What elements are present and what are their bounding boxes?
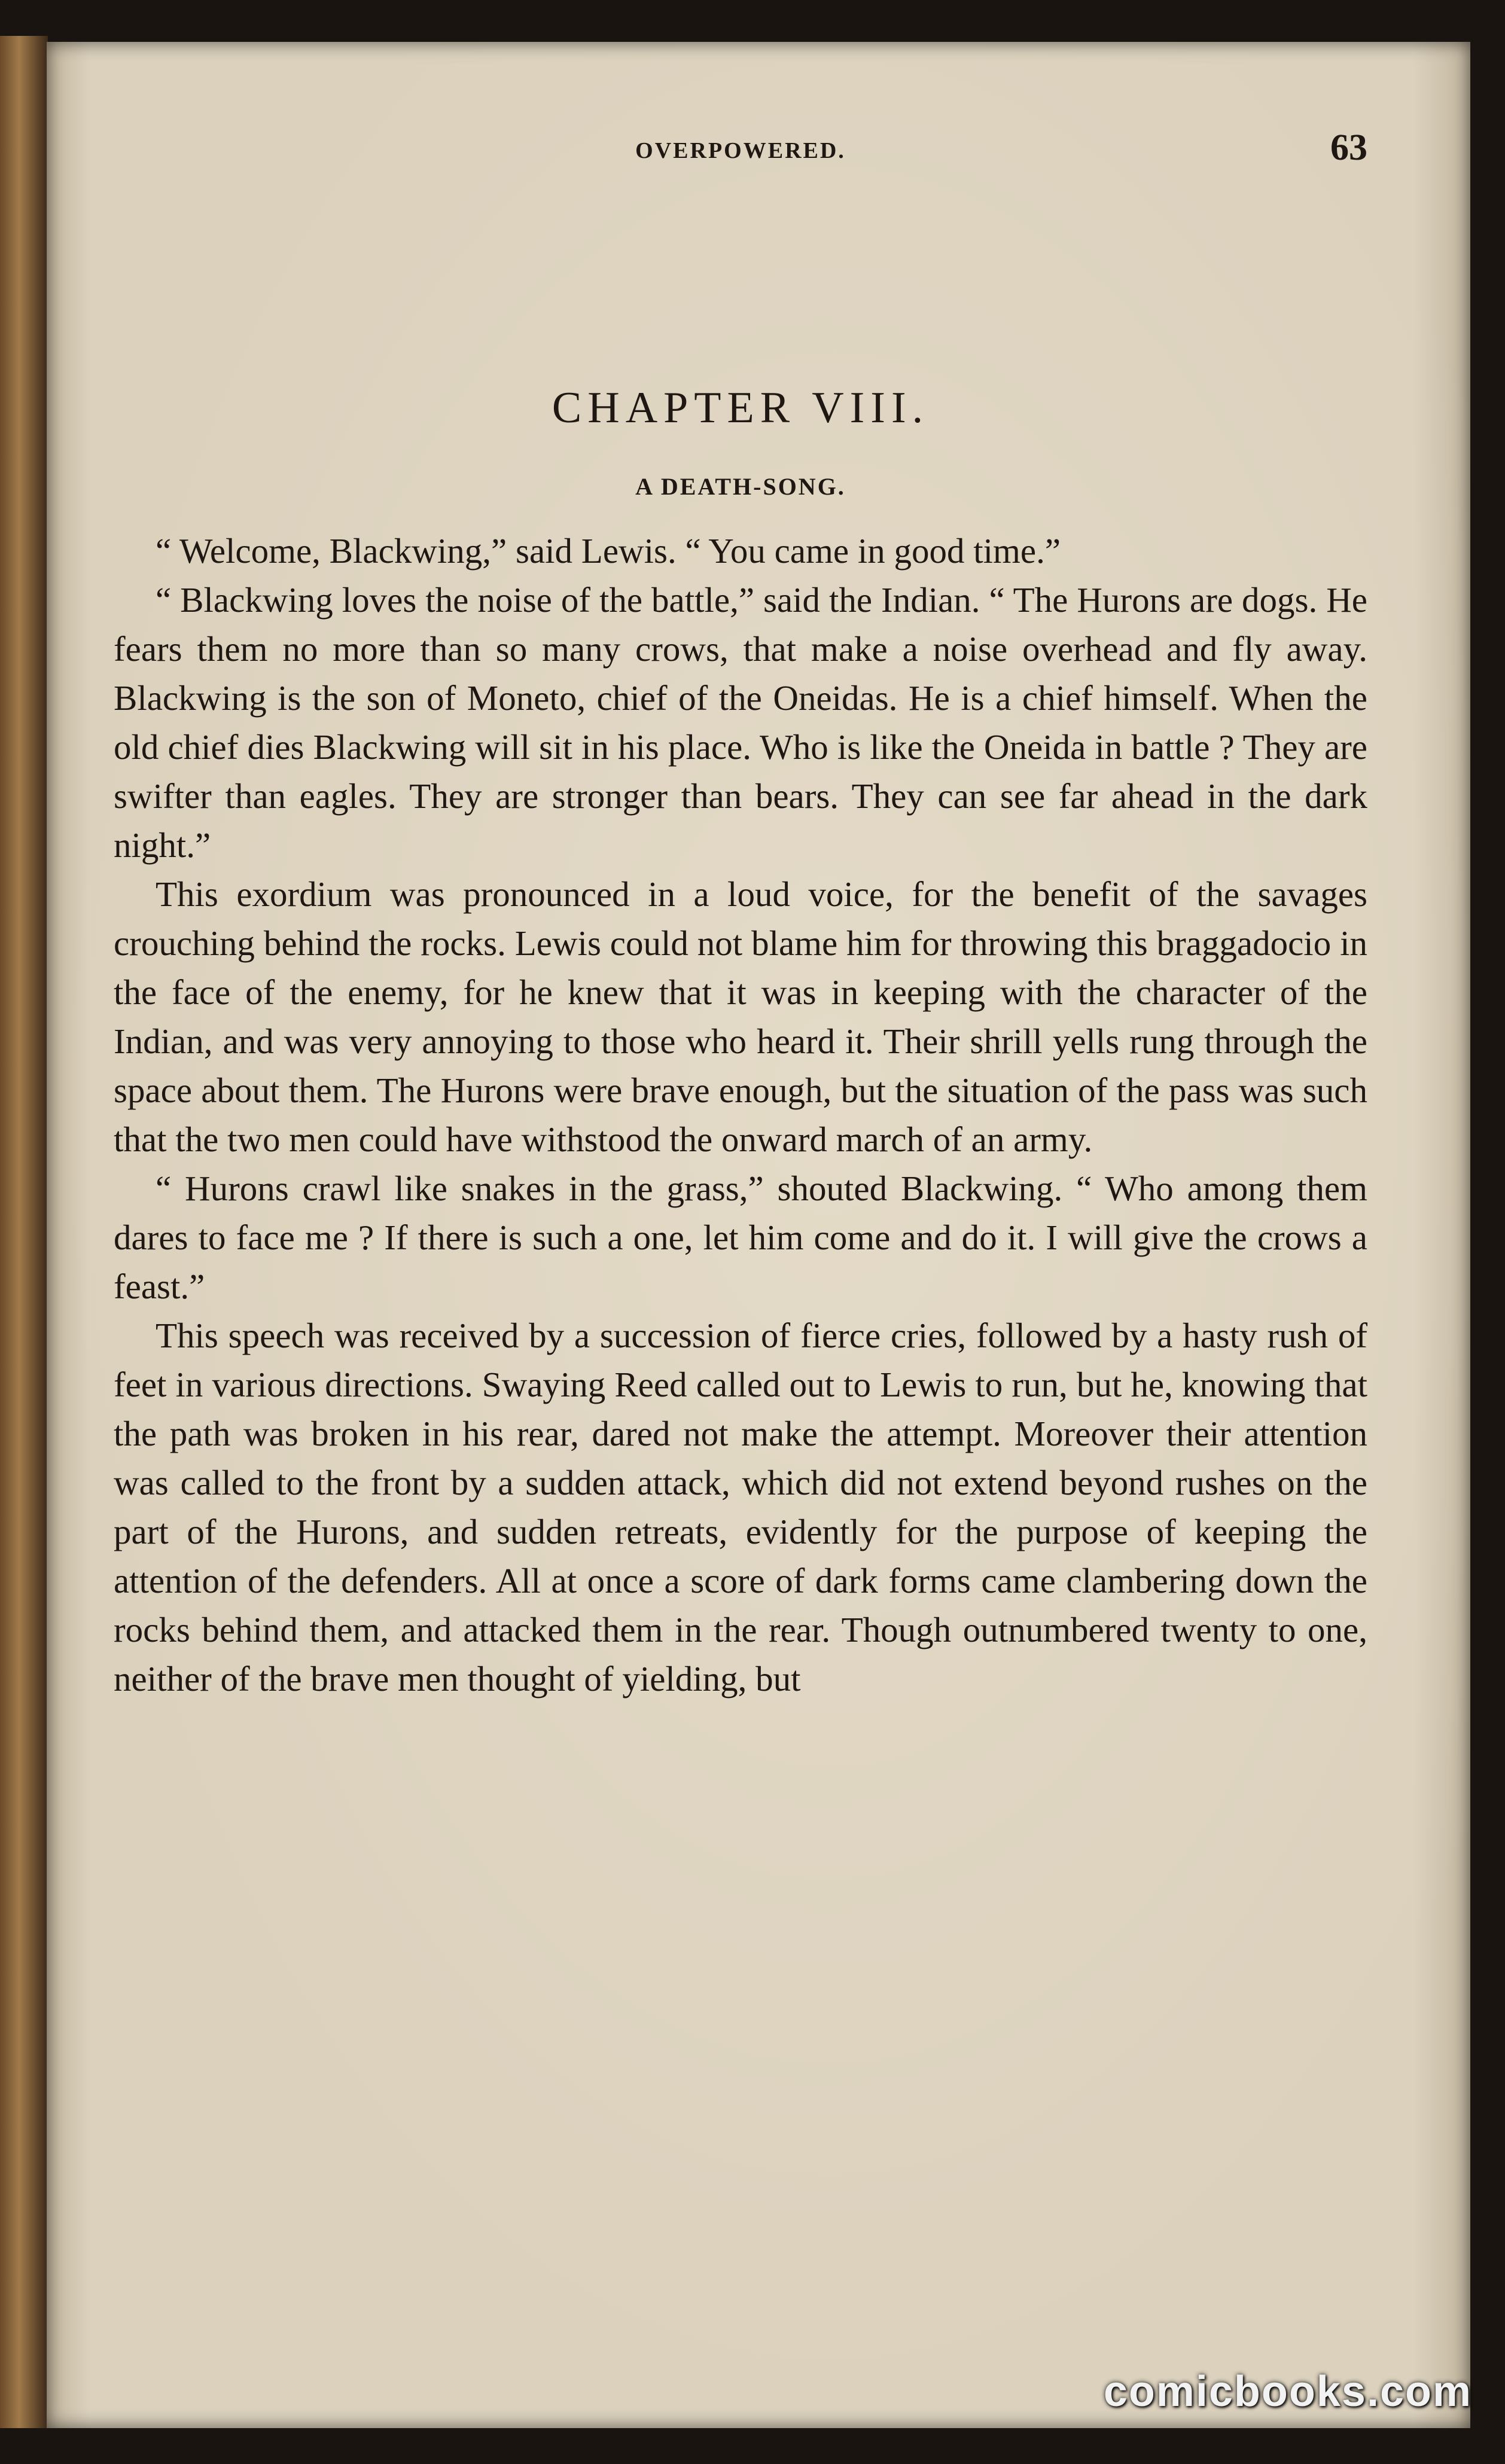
page-number: 63 [1330, 127, 1367, 168]
running-head: OVERPOWERED. [635, 138, 846, 163]
paragraph: “ Hurons crawl like snakes in the grass,” shouted Blackwing. “ Who among them dares to face me ? If there is such a one, let him come and do it. I will give the crows a feast.” [114, 1169, 1367, 1306]
paragraph: “ Blackwing loves the noise of the battle,” said the Indian. “ The Hurons are dogs. He fears them no more than so many crows, that make a noise overhead and fly away. Blackwing is the son of Moneto, chief of the Oneidas. He is a chief himself. When the old chief dies Blackwing will sit in his place. Who is like the Oneida in battle ? They are swifter than eagles. They are stronger than bears. They can see far ahead in the dark night.” [114, 580, 1367, 865]
page-header [114, 102, 1367, 167]
body-text [114, 526, 1367, 1703]
watermark: comicbooks.com [1103, 2368, 1472, 2416]
book-spine [0, 36, 48, 2428]
paragraph: This speech was received by a succession of fierce cries, followed by a hasty rush of feet in various directions. Swaying Reed called out to Lewis to run, but he, knowing that the path was broken in his rear, dared not make the attempt. Moreover their attention was called to the front by a sudden attack, which did not extend beyond rushes on the part of the Hurons, and sudden retreats, evidently for the purpose of keeping the attention of the defenders. All at once a score of dark forms came clambering down the rocks behind them, and attacked them in the rear. Though outnumbered twenty to one, neither of the brave men thought of yielding, but [114, 1316, 1367, 1698]
chapter-subtitle: A DEATH-SONG. [635, 473, 846, 500]
chapter-title: CHAPTER VIII. [552, 383, 930, 432]
paragraph: “ Welcome, Blackwing,” said Lewis. “ You came in good time.” [156, 531, 1061, 571]
paragraph: This exordium was pronounced in a loud voice, for the benefit of the savages crouching behind the rocks. Lewis could not blame him for throwing this braggadocio in the face of the enemy, for he knew that it was in keeping with the character of the Indian, and was very annoying to those who heard it. Their shrill yells rung through the space about them. The Hurons were brave enough, but the situation of the pass was such that the two men could have withstood the onward march of an army. [114, 874, 1367, 1159]
